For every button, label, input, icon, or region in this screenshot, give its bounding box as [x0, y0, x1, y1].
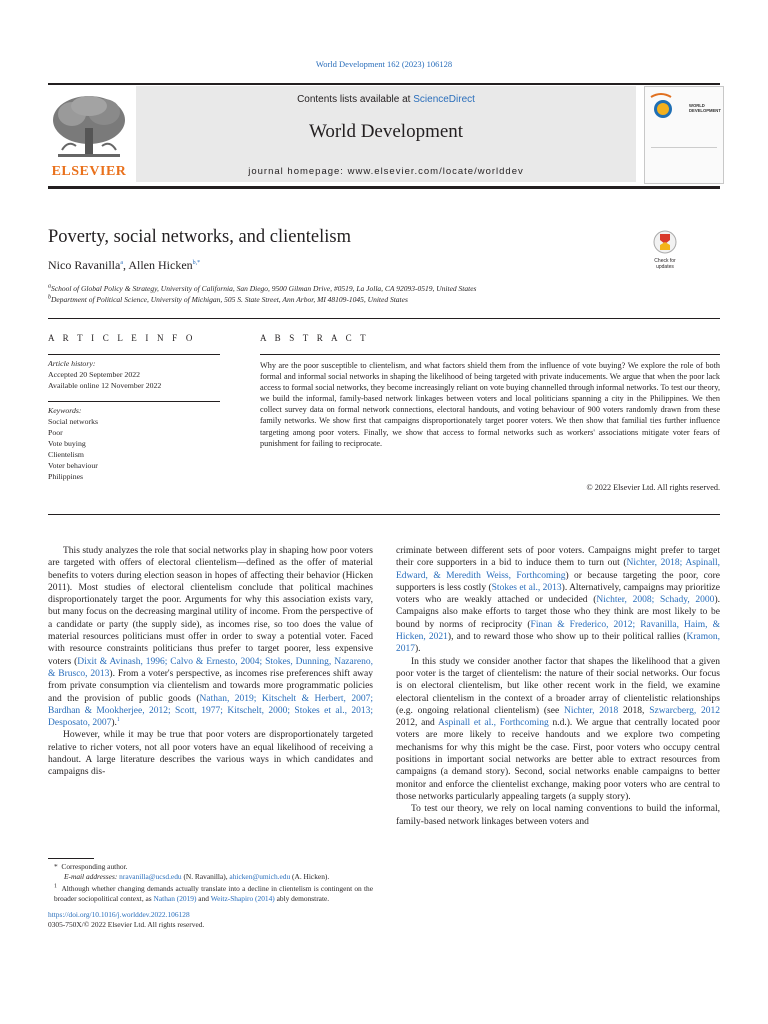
- footnote-ref-1[interactable]: 1: [116, 717, 120, 723]
- email-link-1[interactable]: nravanilla@ucsd.edu: [119, 872, 182, 881]
- article-info-heading: A R T I C L E I N F O: [48, 333, 196, 343]
- citation-link[interactable]: Finan & Frederico, 2012; Ravanilla, Haim, & Hicken, 2021: [396, 619, 720, 643]
- footnote-rule: [48, 858, 94, 859]
- keyword-item: Poor: [48, 428, 63, 437]
- cover-title: WORLD DEVELOPMENT: [689, 103, 721, 113]
- keyword-item: Vote buying: [48, 439, 86, 448]
- article-info-rule: [48, 354, 220, 355]
- intro-paragraph-4: To test our theory, we rely on local naming conventions to build the informal, family-based network linkages between voters and: [396, 804, 720, 827]
- citation-link[interactable]: Aspinall et al., Forthcoming: [437, 718, 549, 729]
- journal-cover-thumbnail: [644, 86, 724, 184]
- abstract-rule: [260, 354, 720, 355]
- article-title: Poverty, social networks, and clientelism: [48, 227, 351, 247]
- intro-paragraph-continued: criminate between different sets of poor voters. Campaigns might prefer to target their core supporters in a bid to induce them to turn out (Nichter, 2018; Aspinall, Edward, & Meredith Weiss, Forthcoming) or because targeting the poor, core supporters is less costly (Stokes et al., 2013). Alternatively, campaigns may prioritize voters who are weakly attached or undecided (Nichter, 2008; Schady, 2000). Campaigns also make efforts to target those who they think are most likely to be bound by norms of reciprocity (Finan & Frederico, 2012; Ravanilla, Haim, & Hicken, 2021), and to reward those who show up to their political rallies (Kramon, 2017).: [396, 546, 721, 655]
- intro-paragraph-2: However, while it may be true that poor voters are disproportionately targeted relative to richer voters, not all poor voters have an equal likelihood of receiving a handout. A large literature describes the various ways in which candidates and campaigns dis-: [48, 730, 373, 778]
- contents-available-line: Contents lists available at ScienceDirect: [297, 94, 475, 105]
- citation-link[interactable]: Nichter, 2018: [563, 705, 619, 716]
- crossmark-icon: [649, 230, 681, 254]
- author-1[interactable]: Nico Ravanilla: [48, 258, 121, 272]
- keywords-label: Keywords:: [48, 406, 82, 415]
- citation-link[interactable]: Stokes et al., 2013: [491, 582, 562, 593]
- email-link-2[interactable]: ahicken@umich.edu: [229, 872, 291, 881]
- citation-link[interactable]: Dixit & Avinash, 1996; Calvo & Ernesto, 2004; Stokes, Dunning, Nazareno, & Brusco, 2013: [48, 656, 373, 679]
- body-column-right: [396, 545, 720, 828]
- sciencedirect-link[interactable]: ScienceDirect: [413, 94, 475, 105]
- author-1-affil-mark[interactable]: a: [120, 260, 123, 266]
- citation-link[interactable]: Nathan (2019): [153, 894, 197, 903]
- check-for-updates-badge[interactable]: [649, 230, 681, 270]
- journal-title: World Development: [308, 121, 464, 142]
- intro-paragraph-3: In this study we consider another factor that shapes the likelihood that a given poor voter is the target of clientelism: the nature of their social networks. Our focus is on electoral clientelism, but like other recent work in the field, we examine electoral clientelism in the context of a broader array of clientelistic relationships (e.g. ongoing relational clientelism) (see Nichter, 2018 2018, Szwarcberg, 2012 2012, and Aspinall et al., Forthcoming n.d.). We argue that centrally located poor voters are more likely to receive handouts and we explore two competing mechanisms for why this might be the case. First, poor voters who occupy central positions in important social networks are better able to extract resources from campaigns (a demand story). Second, social networks enable campaigns to better monitor and enforce the clientelist exchange, making poor voters who are central to those networks particularly appealing targets (a supply story).: [396, 656, 721, 802]
- front-matter-rule: [48, 318, 720, 319]
- citation-link[interactable]: Szwarcberg, 2012: [649, 705, 721, 716]
- affiliation-b: $^b$Department of Political Science, University of Michigan, 505 S. State Street, Ann Arbor, MI 48109-1045, United States: [48, 294, 408, 304]
- elsevier-tree-logo: [48, 92, 130, 162]
- article-history: [48, 358, 220, 391]
- elsevier-wordmark: ELSEVIER: [51, 164, 127, 179]
- author-list: Nico Ravanilla$^a$, Allen Hicken$^{b,*}$: [48, 258, 201, 272]
- available-date: Available online 12 November 2022: [48, 381, 162, 390]
- citation-link[interactable]: Nichter, 2018; Aspinall, Edward, & Meredith Weiss, Forthcoming: [396, 558, 721, 581]
- footnote-1: $^1$ Although whether changing demands actually translate into a decline in clientelism is contingent on the broader sociopolitical context, as Nathan (2019) and Weitz-Shapiro (2014) ably demonstrate.: [54, 883, 374, 903]
- homepage-url[interactable]: www.elsevier.com/locate/worlddev: [347, 166, 524, 177]
- keyword-item: Clientelism: [48, 450, 84, 459]
- history-label: Article history:: [48, 359, 96, 368]
- header-bottom-rule: [48, 186, 720, 189]
- affiliation-a: $^a$School of Global Policy & Strategy, University of California, San Diego, 9500 Gilman Drive, #0519, La Jolla, CA 92093-0519, United States: [48, 283, 477, 293]
- corresponding-author-note: * Corresponding author.: [54, 862, 128, 871]
- citation-link[interactable]: Nichter, 2008; Schady, 2000: [596, 595, 715, 606]
- intro-paragraph-1: This study analyzes the role that social networks play in shaping how poor voters are targeted with offers of electoral clientelism—defined as the offer of material benefits to voters during election season in hopes of affecting their behavior (Hicken 2011). Most studies of electoral clientelism conclude that political machines disproportionately target the poor. Arguments for why this association exists vary, but many focus on the decreasing marginal utility of income. From the perspective of a candidate or party (the supply side), as incomes rise, so too does the value of material resources politicians must offer in order to sway a potential voter. Faced with resource constraints politicians thus prefer to target poorer, less expensive voters (Dixit & Avinash, 1996; Calvo & Ernesto, 2004; Stokes, Dunning, Nazareno, & Brusco, 2013). From a voter's perspective, as incomes rise preferences shift away from private consumption via clientelism and towards more programmatic policies and the provision of public goods (Nathan, 2019; Kitschelt & Herbert, 2007; Bardhan & Mookherjee, 2012; Scott, 1977; Kitschelt, 2000; Stokes et al., 2013; Desposato, 2007).$^1$: [48, 546, 373, 729]
- abstract-text: Why are the poor susceptible to clientelism, and what factors shield them from the influence of vote buying? We explore the role of both formal and informal social networks in shaping the likelihood of being targeted with private inducements. We argue that when the poor lack access to formal social networks, they become increasingly reliant on vote buying channelled through informal networks. To test our theory, we build the informal, family-based network linkages between voters and local politicians spanning a city in the Philippines. We then collect survey data on formal network connections, electoral handouts, and voting behaviour of 900 voters randomly drawn from these family networks. We show first that campaigns disproportionately target poorer voters. We then show that familial ties further influence targeting among poor voters. Finally, we show that access to formal networks such as workers' associations mitigate voter fears of punishment for failing to reciprocate.: [260, 361, 720, 448]
- body-column-left: [48, 545, 373, 779]
- keywords-block: [48, 405, 220, 482]
- journal-citation[interactable]: World Development 162 (2023) 106128: [315, 59, 453, 69]
- abstract-copyright: © 2022 Elsevier Ltd. All rights reserved.: [586, 483, 720, 492]
- keyword-item: Social networks: [48, 417, 99, 426]
- author-2[interactable]: Allen Hicken: [128, 258, 193, 272]
- journal-homepage: journal homepage: www.elsevier.com/locate/worlddev: [248, 166, 524, 177]
- keyword-item: Philippines: [48, 472, 84, 481]
- citation-link[interactable]: Nathan, 2019; Kitschelt & Herbert, 2007; Bardhan & Mookherjee, 2012; Scott, 1977; Kitschelt, 2000; Stokes et al., 2013; Desposato, 2007: [48, 693, 373, 729]
- accepted-date: Accepted 20 September 2022: [48, 370, 141, 379]
- abstract-heading: A B S T R A C T: [260, 333, 369, 343]
- email-note: E-mail addresses: nravanilla@ucsd.edu (N. Ravanilla), ahicken@umich.edu (A. Hicken).: [64, 872, 330, 881]
- doi-link[interactable]: https://doi.org/10.1016/j.worlddev.2022.106128: [48, 910, 190, 919]
- check-for-updates-label: Check for updates: [654, 258, 676, 270]
- citation-link[interactable]: Kramon, 2017: [396, 632, 720, 655]
- citation-link[interactable]: Weitz-Shapiro (2014): [210, 894, 275, 903]
- issn-copyright: 0305-750X/© 2022 Elsevier Ltd. All rights reserved.: [48, 920, 205, 929]
- author-2-affil-mark[interactable]: b,*: [192, 260, 201, 266]
- keywords-rule: [48, 401, 220, 402]
- keyword-item: Voter behaviour: [48, 461, 98, 470]
- footnotes: [48, 862, 373, 930]
- body-top-rule: [48, 514, 720, 515]
- header-top-rule: [48, 83, 720, 85]
